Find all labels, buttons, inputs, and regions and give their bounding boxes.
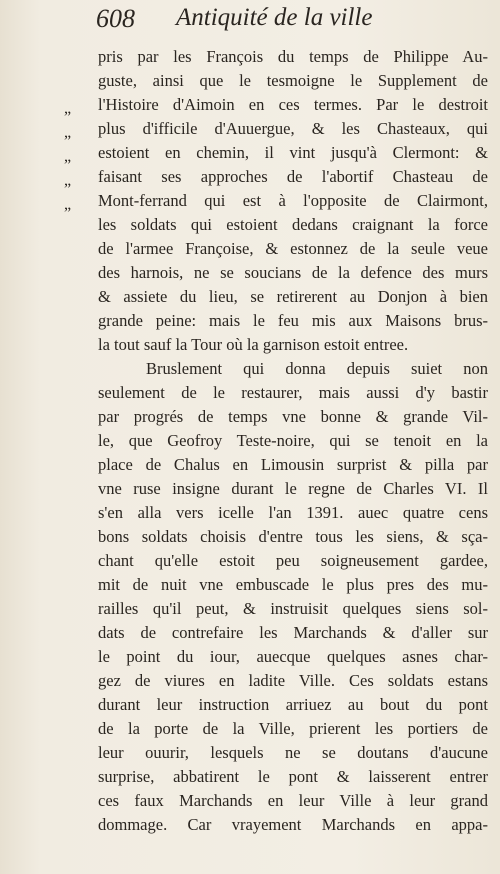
quote-mark: „ <box>64 148 72 165</box>
text-line: la tout sauf la Tour où la garnison estoit entree. <box>98 335 409 354</box>
text-line: guste, ainsi que le tesmoigne le Supplement de <box>98 71 488 90</box>
text-line: & assiete du lieu, se retirerent au Donjon à bien <box>98 287 488 306</box>
text-line: place de Chalus en Limousin surprist & pilla par <box>98 455 488 474</box>
text-line: l'Histoire d'Aimoin en ces termes. Par le destroit <box>98 95 488 114</box>
quote-mark: „ <box>64 196 72 213</box>
text-line: vne ruse insigne durant le regne de Charles VI. Il <box>98 479 488 498</box>
text-line: surprise, abbatirent le pont & laisserent entrer <box>98 767 488 786</box>
text-line: dats de contrefaire les Marchands & d'aller sur <box>98 623 488 642</box>
text-line: le, que Geofroy Teste-noire, qui se tenoit en la <box>98 431 488 450</box>
text-line: estoient en chemin, il vint jusqu'à Clermont: & <box>98 143 488 162</box>
text-line: leur ouurir, lesquels ne se doutans d'aucune <box>98 743 488 762</box>
text-line: chant qu'elle estoit peu soigneusement gardee, <box>98 551 488 570</box>
text-line: de l'armee Françoise, & estonnez de la seule veue <box>98 239 488 258</box>
text-line: plus d'ifficile d'Auuergue, & les Chasteaux, qui <box>98 119 488 138</box>
quote-mark: „ <box>64 172 72 189</box>
text-line: railles qu'il peut, & instruisit quelques siens sol- <box>98 599 488 618</box>
text-line: s'en alla vers icelle l'an 1391. auec quatre cens <box>98 503 488 522</box>
text-line: mit de nuit vne embuscade le plus pres des mu- <box>98 575 488 594</box>
text-line: par progrés de temps vne bonne & grande Vil- <box>98 407 488 426</box>
text-line: faisant ses approches de l'abortif Chasteau de <box>98 167 488 186</box>
text-line: le point du iour, auecque quelques asnes char- <box>98 647 488 666</box>
running-title: Antiquité de la ville <box>176 4 373 31</box>
text-line: des harnois, ne se soucians de la defence des murs <box>98 263 488 282</box>
page-header <box>96 0 496 36</box>
text-line: dommage. Car vrayement Marchands en appa- <box>98 815 488 834</box>
text-line: les soldats qui estoient dedans craignant la force <box>98 215 488 234</box>
text-line: ces faux Marchands en leur Ville à leur grand <box>98 791 488 810</box>
text-line: grande peine: mais le feu mis aux Maisons brus- <box>98 311 488 330</box>
text-line: Bruslement qui donna depuis suiet non <box>146 359 488 378</box>
page-number: 608 <box>96 4 135 33</box>
text-line: Mont-ferrand qui est à l'opposite de Clairmont, <box>98 191 488 210</box>
quote-mark: „ <box>64 100 72 117</box>
text-line: de la porte de la Ville, prierent les portiers de <box>98 719 488 738</box>
text-line: durant leur instruction arriuez au bout du pont <box>98 695 488 714</box>
text-line: gez de viures en ladite Ville. Ces soldats estans <box>98 671 488 690</box>
text-line: seulement de le restaurer, mais aussi d'y bastir <box>98 383 488 402</box>
text-line: bons soldats choisis d'entre tous les siens, & sça- <box>98 527 488 546</box>
quote-mark: „ <box>64 124 72 141</box>
text-line: pris par les François du temps de Philippe Au- <box>98 47 488 66</box>
